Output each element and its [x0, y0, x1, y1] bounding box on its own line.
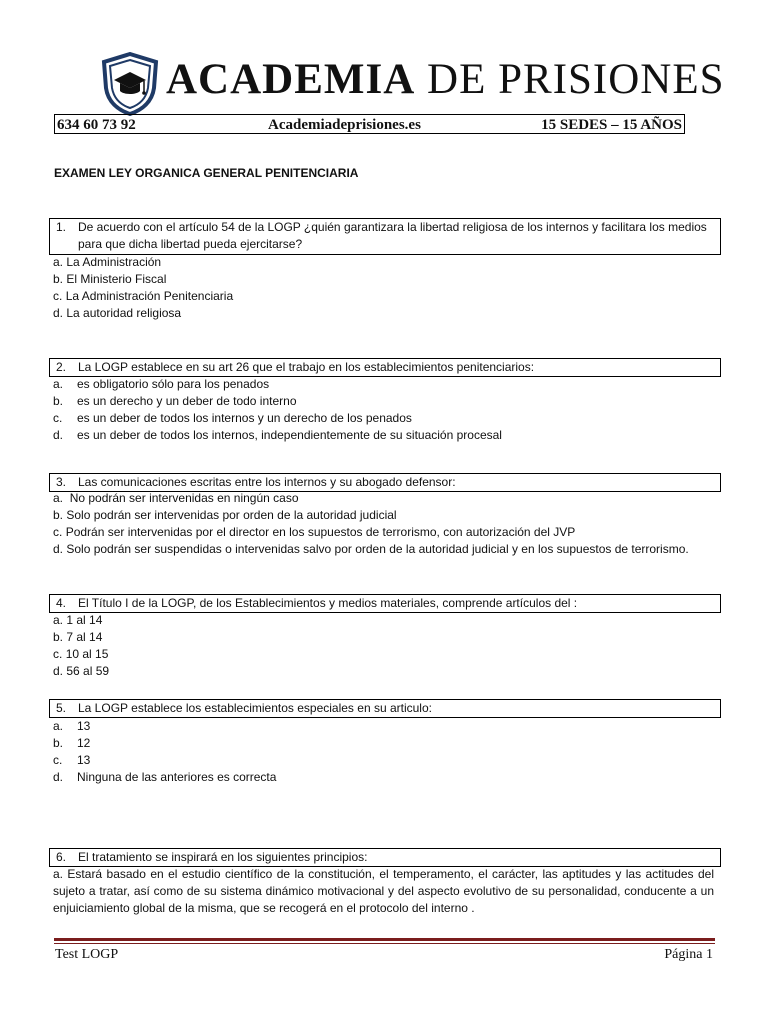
shield-graduation-cap-icon [100, 52, 160, 116]
option-c: c. 13 [53, 753, 91, 767]
option-a: a. 1 al 14 [53, 613, 103, 627]
brand-title-light: DE PRISIONES [427, 56, 725, 103]
question-4-box [49, 594, 721, 613]
question-text: Las comunicaciones escritas entre los internos y su abogado defensor: [78, 475, 456, 489]
sedes-text: 15 SEDES – 15 AÑOS [541, 117, 682, 133]
option-d: d. es un deber de todos los internos, independientemente de su situación procesal [53, 428, 502, 442]
footer-divider-thin [54, 943, 715, 944]
brand-title [166, 54, 725, 106]
question-text: De acuerdo con el artículo 54 de la LOGP ¿quién garantizara la libertad religiosa de los internos y facilitara los medios para que dicha libertad pueda ejercitarse? [78, 220, 707, 251]
option-a: a. 13 [53, 719, 91, 733]
option-d: d. 56 al 59 [53, 664, 110, 678]
footer-divider [54, 938, 715, 941]
option-d: d. Ninguna de las anteriores es correcta [53, 770, 277, 784]
footer-left-text: Test LOGP [55, 947, 119, 962]
contact-bar [54, 114, 685, 134]
option-d: d. La autoridad religiosa [53, 306, 182, 320]
website-text: Academiadeprisiones.es [268, 117, 421, 133]
option-c: c. 10 al 15 [53, 647, 109, 661]
option-a: a. La Administración [53, 255, 162, 269]
option-c: c. La Administración Penitenciaria [53, 289, 234, 303]
question-2-box [49, 358, 721, 377]
option-b: b. 7 al 14 [53, 630, 103, 644]
option-c: c. es un deber de todos los internos y un derecho de los penados [53, 411, 412, 425]
question-text: El tratamiento se inspirará en los siguientes principios: [78, 850, 368, 864]
question-6-box [49, 848, 721, 867]
question-text: La LOGP establece los establecimientos especiales en su articulo: [78, 701, 432, 715]
question-number: 5. [56, 701, 67, 715]
option-b: b. es un derecho y un deber de todo interno [53, 394, 297, 408]
page-number: Página 1 [664, 947, 713, 962]
question-number: 1. [56, 220, 67, 234]
option-c: c. Podrán ser intervenidas por el director en los supuestos de terrorismo, con autorización del JVP [53, 525, 576, 539]
phone-number: 634 60 73 92 [57, 117, 136, 133]
question-text: El Título I de la LOGP, de los Establecimientos y medios materiales, comprende artículos del : [78, 596, 578, 610]
option-a-long: a. Estará basado en el estudio científico de la constitución, el temperamento, el carácter, las aptitudes y las actitudes del sujeto a tratar, así como de su sistema dinámico motivacional y del aspecto evolutivo de su personalidad, conducente a un enjuiciamiento global de la misma, que se recogerá en el protocolo del interno . [53, 867, 714, 915]
brand-title-bold: ACADEMIA [166, 56, 416, 103]
question-number: 2. [56, 360, 67, 374]
option-b: b. 12 [53, 736, 91, 750]
option-d: d. Solo podrán ser suspendidas o intervenidas salvo por orden de la autoridad judicial y en los supuestos de terrorismo. [53, 542, 689, 556]
option-b: b. El Ministerio Fiscal [53, 272, 167, 286]
option-a: a. es obligatorio sólo para los penados [53, 377, 270, 391]
option-b: b. Solo podrán ser intervenidas por orden de la autoridad judicial [53, 508, 397, 522]
option-a: a. No podrán ser intervenidas en ningún caso [53, 491, 299, 505]
question-number: 3. [56, 475, 67, 489]
question-1-box [49, 218, 721, 255]
question-number: 6. [56, 850, 67, 864]
exam-title: EXAMEN LEY ORGANICA GENERAL PENITENCIARIA [54, 166, 359, 180]
question-5-box [49, 699, 721, 718]
question-number: 4. [56, 596, 67, 610]
question-text: La LOGP establece en su art 26 que el trabajo en los establecimientos penitenciarios: [78, 360, 535, 374]
